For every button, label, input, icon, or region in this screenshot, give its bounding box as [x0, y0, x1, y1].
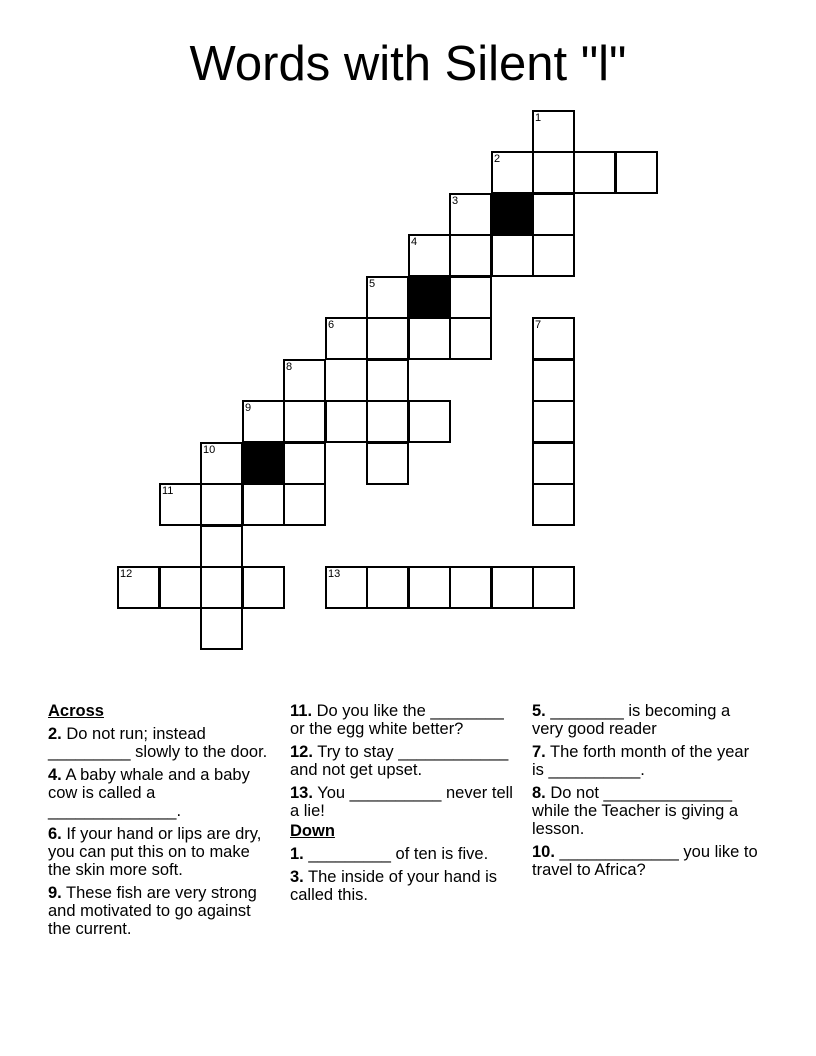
clue-text: _________ of ten is five.	[303, 845, 489, 863]
clue-number: 3.	[290, 868, 304, 886]
grid-cell[interactable]	[408, 566, 451, 609]
clue-number: 2.	[48, 725, 62, 743]
grid-cell[interactable]	[366, 276, 409, 319]
clue-down-5	[532, 702, 762, 738]
across-header: Across	[48, 702, 104, 720]
grid-cell[interactable]	[366, 566, 409, 609]
clue-across-11	[290, 702, 520, 738]
clue-number: 1.	[290, 845, 304, 863]
cell-number: 8	[286, 361, 293, 373]
grid-cell[interactable]	[117, 566, 160, 609]
clue-number: 6.	[48, 825, 62, 843]
black-square	[491, 193, 534, 236]
grid-cell[interactable]	[491, 234, 534, 277]
clue-across-9	[48, 884, 276, 938]
grid-cell[interactable]	[532, 193, 575, 236]
clues-column-3	[532, 702, 762, 884]
grid-cell[interactable]	[449, 193, 492, 236]
cell-number: 13	[328, 568, 341, 580]
clue-text: Try to stay ____________ and not get upset.	[290, 743, 509, 779]
clue-number: 11.	[290, 702, 313, 720]
clue-number: 12.	[290, 743, 313, 761]
cell-number: 6	[328, 319, 335, 331]
clue-number: 9.	[48, 884, 62, 902]
grid-cell[interactable]	[200, 525, 243, 568]
cell-number: 2	[494, 153, 501, 165]
grid-cell[interactable]	[491, 566, 534, 609]
cell-number: 12	[120, 568, 133, 580]
clues-column-2	[290, 702, 520, 909]
clue-text: Do not ______________ while the Teacher is giving a lesson.	[532, 784, 739, 838]
clue-text: These fish are very strong and motivated to go against the current.	[48, 884, 257, 938]
clue-text: A baby whale and a baby cow is called a ______________.	[48, 766, 250, 820]
grid-cell[interactable]	[242, 566, 285, 609]
grid-cell[interactable]	[200, 566, 243, 609]
clues-column-1	[48, 702, 276, 943]
grid-cell[interactable]	[283, 359, 326, 402]
black-square	[408, 276, 451, 319]
grid-cell[interactable]	[283, 400, 326, 443]
clue-number: 10.	[532, 843, 555, 861]
clue-down-8	[532, 784, 762, 838]
cell-number: 1	[535, 112, 542, 124]
cell-number: 5	[369, 278, 376, 290]
cell-number: 9	[245, 402, 252, 414]
grid-cell[interactable]	[283, 442, 326, 485]
grid-cell[interactable]	[532, 483, 575, 526]
grid-cell[interactable]	[408, 234, 451, 277]
clue-text: ________ is becoming a very good reader	[532, 702, 731, 738]
cell-number: 10	[203, 444, 216, 456]
grid-cell[interactable]	[408, 400, 451, 443]
grid-cell[interactable]	[366, 442, 409, 485]
grid-cell[interactable]	[615, 151, 658, 194]
down-header: Down	[290, 822, 335, 840]
cell-number: 4	[411, 236, 418, 248]
grid-cell[interactable]	[325, 400, 368, 443]
grid-cell[interactable]	[366, 400, 409, 443]
grid-cell[interactable]	[532, 234, 575, 277]
grid-cell[interactable]	[200, 442, 243, 485]
clue-down-3	[290, 868, 520, 904]
clue-down-10	[532, 843, 762, 879]
grid-cell[interactable]	[449, 276, 492, 319]
clue-text: Do not run; instead _________ slowly to the door.	[48, 725, 268, 761]
clue-number: 7.	[532, 743, 546, 761]
clue-text: The inside of your hand is called this.	[290, 868, 497, 904]
clue-number: 8.	[532, 784, 546, 802]
grid-cell[interactable]	[532, 566, 575, 609]
grid-cell[interactable]	[366, 359, 409, 402]
black-square	[242, 442, 285, 485]
clue-across-13	[290, 784, 520, 820]
clue-text: The forth month of the year is __________.	[532, 743, 750, 779]
clue-number: 4.	[48, 766, 62, 784]
grid-cell[interactable]	[283, 483, 326, 526]
clue-text: _____________ you like to travel to Africa?	[532, 843, 758, 879]
grid-cell[interactable]	[532, 151, 575, 194]
grid-cell[interactable]	[242, 400, 285, 443]
grid-cell[interactable]	[532, 359, 575, 402]
clue-across-12	[290, 743, 520, 779]
clue-text: You __________ never tell a lie!	[290, 784, 513, 820]
grid-cell[interactable]	[573, 151, 616, 194]
grid-cell[interactable]	[325, 317, 368, 360]
grid-cell[interactable]	[366, 317, 409, 360]
clue-text: Do you like the ________ or the egg white better?	[290, 702, 504, 738]
grid-cell[interactable]	[532, 110, 575, 153]
grid-cell[interactable]	[242, 483, 285, 526]
clue-down-7	[532, 743, 762, 779]
grid-cell[interactable]	[159, 566, 202, 609]
clue-number: 13.	[290, 784, 313, 802]
grid-cell[interactable]	[449, 317, 492, 360]
grid-cell[interactable]	[532, 317, 575, 360]
grid-cell[interactable]	[408, 317, 451, 360]
grid-cell[interactable]	[325, 566, 368, 609]
clue-down-1	[290, 845, 520, 863]
puzzle-title: Words with Silent "l"	[189, 37, 627, 91]
grid-cell[interactable]	[200, 483, 243, 526]
grid-cell[interactable]	[532, 400, 575, 443]
clue-across-4	[48, 766, 276, 820]
clue-across-6	[48, 825, 276, 879]
grid-cell[interactable]	[159, 483, 202, 526]
grid-cell[interactable]	[200, 607, 243, 650]
grid-cell[interactable]	[449, 566, 492, 609]
cell-number: 11	[162, 485, 174, 497]
cell-number: 7	[535, 319, 542, 331]
grid-cell[interactable]	[532, 442, 575, 485]
grid-cell[interactable]	[491, 151, 534, 194]
clue-across-2	[48, 725, 276, 761]
clue-number: 5.	[532, 702, 546, 720]
clue-text: If your hand or lips are dry, you can put this on to make the skin more soft.	[48, 825, 262, 879]
grid-cell[interactable]	[449, 234, 492, 277]
cell-number: 3	[452, 195, 459, 207]
